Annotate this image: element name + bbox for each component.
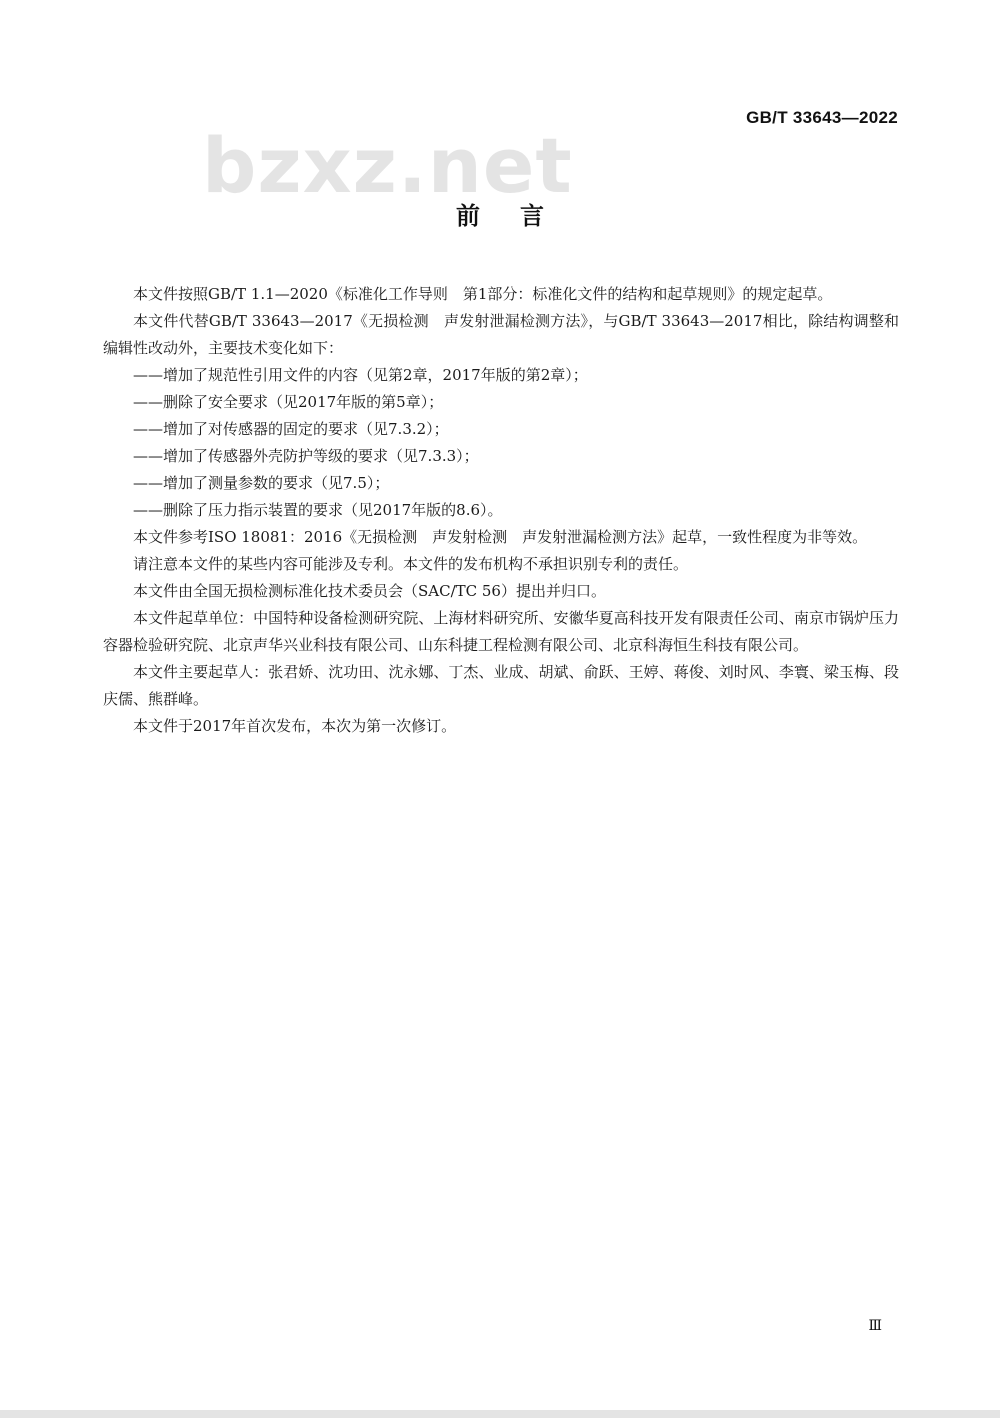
- change-item: ——增加了传感器外壳防护等级的要求（见7.3.3）；: [133, 447, 479, 465]
- watermark-text: bzxz.net: [202, 121, 573, 210]
- change-item: ——增加了测量参数的要求（见7.5）；: [133, 474, 390, 492]
- change-item: ——增加了对传感器的固定的要求（见7.3.2）；: [133, 420, 449, 438]
- page-bottom-edge: [0, 1410, 1000, 1418]
- paragraph-patent-notice: 请注意本文件的某些内容可能涉及专利。本文件的发布机构不承担识别专利的责任。: [133, 555, 689, 573]
- change-item: ——删除了安全要求（见2017年版的第5章）；: [133, 393, 444, 411]
- paragraph-committee: 本文件由全国无损检测标准化技术委员会（SAC/TC 56）提出并归口。: [133, 582, 606, 600]
- standard-number: GB/T 33643—2022: [746, 108, 898, 127]
- paragraph-history: 本文件于2017年首次发布，本次为第一次修订。: [133, 717, 457, 735]
- change-item: ——删除了压力指示装置的要求（见2017年版的8.6）。: [133, 501, 503, 519]
- paragraph-drafting-units: 本文件起草单位：中国特种设备检测研究院、上海材料研究所、安徽华夏高科技开发有限责任公司、南京市锅炉压力容器检验研究院、北京声华兴业科技有限公司、山东科捷工程检测有限公司、北京科海恒生科技有限公司。: [103, 609, 899, 654]
- paragraph-drafting-rules: 本文件按照GB/T 1.1—2020《标准化工作导则 第1部分：标准化文件的结构和起草规则》的规定起草。: [133, 285, 833, 303]
- foreword-body: [103, 281, 899, 740]
- page-title: 前言: [456, 202, 584, 230]
- paragraph-reference-iso: 本文件参考ISO 18081：2016《无损检测 声发射检测 声发射泄漏检测方法》起草，一致性程度为非等效。: [133, 528, 868, 546]
- change-item: ——增加了规范性引用文件的内容（见第2章，2017年版的第2章）；: [133, 366, 588, 384]
- paragraph-drafters: 本文件主要起草人：张君娇、沈功田、沈永娜、丁杰、业成、胡斌、俞跃、王婷、蒋俊、刘时风、李寰、梁玉梅、段庆儒、熊群峰。: [103, 663, 899, 708]
- paragraph-replaces: 本文件代替GB/T 33643—2017《无损检测 声发射泄漏检测方法》，与GB/T 33643—2017相比，除结构调整和编辑性改动外，主要技术变化如下：: [103, 312, 899, 357]
- page-number: Ⅲ: [868, 1318, 882, 1334]
